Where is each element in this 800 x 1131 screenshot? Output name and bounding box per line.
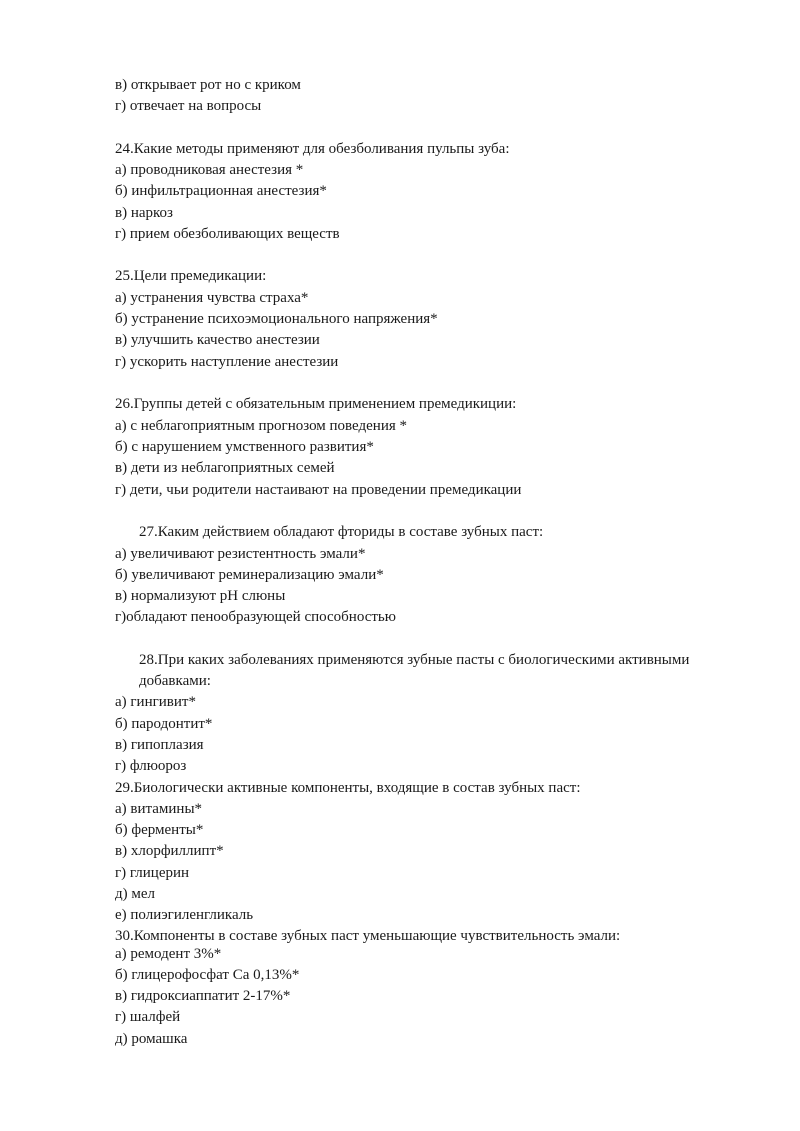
q25-option: а) устранения чувства страха*: [115, 290, 309, 306]
q25-option: г) ускорить наступление анестезии: [115, 354, 339, 370]
q27-option: а) увеличивают резистентность эмали*: [115, 546, 366, 562]
q30-option: а) ремодент 3%*: [115, 946, 222, 962]
q25-option: в) улучшить качество анестезии: [115, 332, 320, 348]
q30-option: в) гидроксиаппатит 2-17%*: [115, 988, 291, 1004]
q28-question-line2: добавками:: [139, 673, 211, 689]
q27-option: в) нормализуют рН слюны: [115, 588, 286, 604]
q27-question: 27.Каким действием обладают фториды в составе зубных паст:: [139, 524, 544, 540]
q30-option: б) глицерофосфат Са 0,13%*: [115, 967, 300, 983]
q28-option: а) гингивит*: [115, 694, 196, 710]
q25-question: 25.Цели премедикации:: [115, 268, 267, 284]
q27-option: б) увеличивают реминерализацию эмали*: [115, 567, 384, 583]
q24-question: 24.Какие методы применяют для обезболивания пульпы зуба:: [115, 141, 510, 157]
q29-option: г) глицерин: [115, 865, 190, 881]
q26-option: а) с неблагоприятным прогнозом поведения *: [115, 418, 408, 434]
q26-question: 26.Группы детей с обязательным применением премедикиции:: [115, 396, 517, 412]
q26-option: г) дети, чьи родители настаивают на проведении премедикации: [115, 482, 522, 498]
q23-option-v: в) открывает рот но с криком: [115, 77, 301, 93]
q27-option: г)обладают пенообразующей способностью: [115, 609, 396, 625]
q28-question-line1: 28.При каких заболеваниях применяются зубные пасты с биологическими активными: [139, 652, 690, 668]
q28-option: г) флюороз: [115, 758, 187, 774]
q30-option: д) ромашка: [115, 1031, 188, 1047]
q29-question: 29.Биологически активные компоненты, входящие в состав зубных паст:: [115, 780, 581, 796]
q29-option: а) витамины*: [115, 801, 203, 817]
q29-option: д) мел: [115, 886, 156, 902]
q29-option: в) хлорфиллипт*: [115, 843, 224, 859]
q24-option: б) инфильтрационная анестезия*: [115, 183, 327, 199]
q29-option: е) полиэгиленгликаль: [115, 907, 254, 923]
q24-option: а) проводниковая анестезия *: [115, 162, 304, 178]
q30-question: 30.Компоненты в составе зубных паст уменьшающие чувствительность эмали:: [115, 928, 621, 944]
q29-option: б) ферменты*: [115, 822, 204, 838]
q28-option: в) гипоплазия: [115, 737, 204, 753]
q26-option: б) с нарушением умственного развития*: [115, 439, 374, 455]
q23-option-g: г) отвечает на вопросы: [115, 98, 262, 114]
q26-option: в) дети из неблагоприятных семей: [115, 460, 335, 476]
q28-option: б) пародонтит*: [115, 716, 213, 732]
q30-option: г) шалфей: [115, 1009, 181, 1025]
q24-option: в) наркоз: [115, 205, 173, 221]
q24-option: г) прием обезболивающих веществ: [115, 226, 340, 242]
q25-option: б) устранение психоэмоционального напряжения*: [115, 311, 438, 327]
